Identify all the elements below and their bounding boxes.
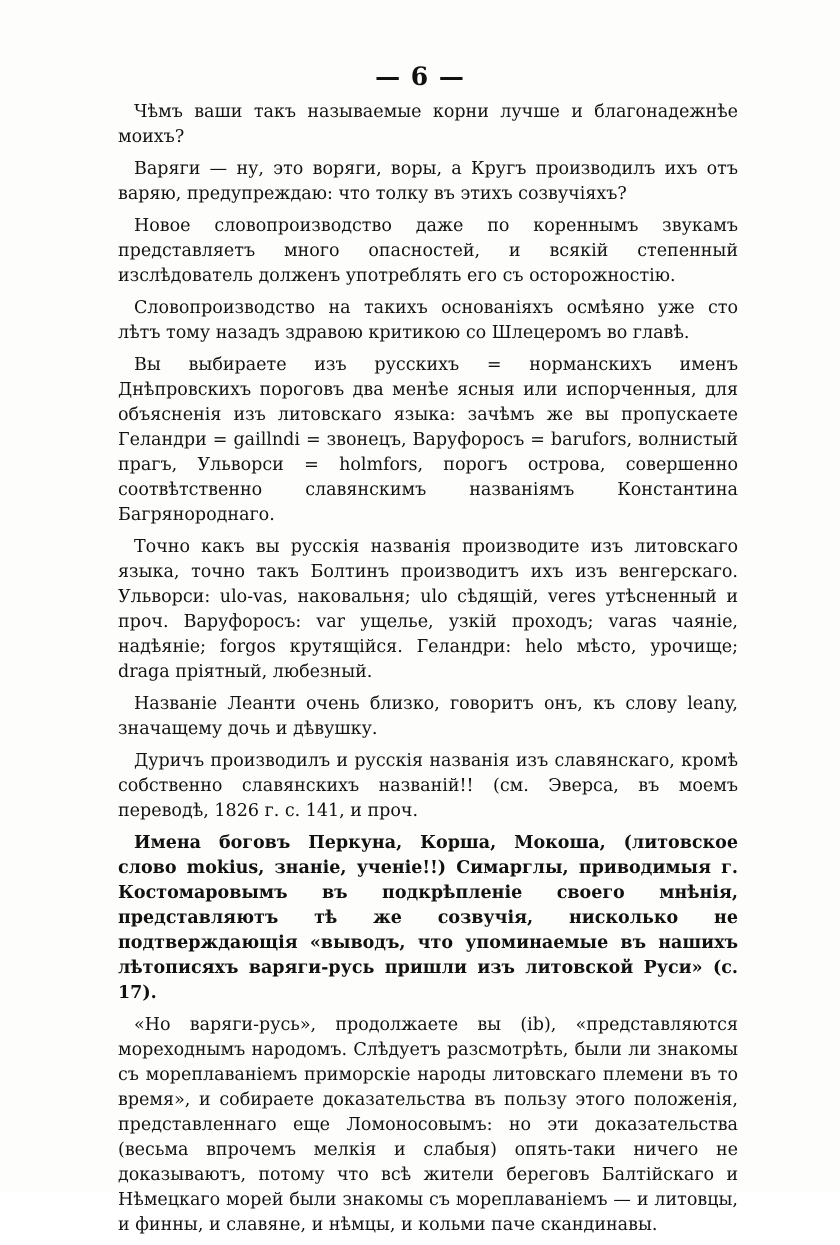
paragraph: Дуричъ производилъ и русскія названія изъ славянскаго, кромѣ собственно славянскихъ названій!! (см. Эверса, въ моемъ переводѣ, 1826 г. с. 141, и проч. — [118, 751, 738, 821]
paragraph: Имена боговъ Перкуна, Корша, Мокоша, (литовское слово mokius, знаніе, ученіе!!) Симарглы, приводимыя г. Костомаровымъ въ подкрѣпленіе своего мнѣнія, представляютъ тѣ же созвучія, нисколько не подтверждающія «выводъ, что упоминаемые въ нашихъ лѣтописяхъ варяги-русь пришли изъ литовской Руси» (с. 17). — [118, 833, 738, 1003]
paragraph: Названіе Леанти очень близко, говоритъ онъ, къ слову leany, значащему дочь и дѣвушку. — [118, 694, 738, 739]
paragraph: Точно какъ вы русскія названія производите изъ литовскаго языка, точно такъ Болтинъ производитъ ихъ изъ венгерскаго. Ульворси: ulo-vas, наковальня; ulo сѣдящій, veres утѣсненный и проч. Варуфоросъ: var ущелье, узкій проходъ; varas чаяніе, надѣяніе; forgos крутящійся. Геландри: helo мѣсто, урочище; draga пріятный, любезный. — [118, 537, 738, 682]
paragraph: Новое словопроизводство даже по кореннымъ звукамъ представляетъ много опасностей, и всякій степенный изслѣдователь долженъ употреблять его съ осторожностію. — [118, 216, 738, 286]
paragraph: Вы выбираете изъ русскихъ = норманскихъ именъ Днѣпровскихъ пороговъ два менѣе ясныя или испорченныя, для объясненія изъ литовскаго языка: зачѣмъ же вы пропускаете Геландри = gaillndi = звонецъ, Варуфоросъ = barufors, волнистый прагъ, Ульворси = holmfors, порогъ острова, совершенно соотвѣтственно славянскимъ названіямъ Константина Багрянороднаго. — [118, 355, 738, 525]
paragraph: Чѣмъ ваши такъ называемые корни лучше и благонадежнѣе моихъ? — [118, 102, 738, 147]
page-number: — 6 — — [375, 62, 465, 91]
paragraph: Варяги — ну, это воряги, воры, а Кругъ производилъ ихъ отъ варяю, предупреждаю: что толку въ этихъ созвучіяхъ? — [118, 159, 738, 204]
paragraph: Словопроизводство на такихъ основаніяхъ осмѣяно уже сто лѣтъ тому назадъ здравою критикою со Шлецеромъ во главѣ. — [118, 298, 738, 343]
body-text — [118, 100, 738, 1245]
paragraph: «Но варяги-русь», продолжаете вы (ib), «представляются мореходнымъ народомъ. Слѣдуетъ разсмотрѣть, были ли знакомы съ мореплаваніемъ приморскіе народы литовскаго племени въ то время», и собираете доказательства въ пользу этого положенія, представленнаго еще Ломоносовымъ: но эти доказательства (весьма впрочемъ мелкія и слабыя) опять-таки ничего не доказываютъ, потому что всѣ жители береговъ Балтійскаго и Нѣмецкаго морей были знакомы съ мореплаваніемъ — и литовцы, и финны, и славяне, и нѣмцы, и кольми паче скандинавы. — [118, 1015, 738, 1235]
